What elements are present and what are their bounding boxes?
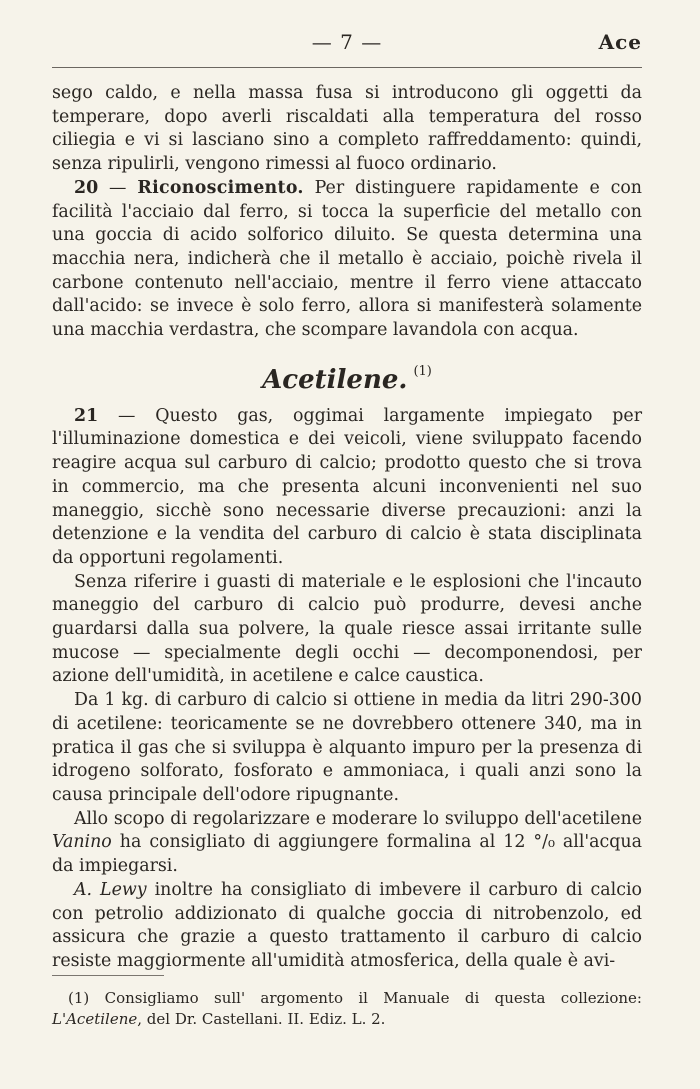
paragraph-dash: — [98,177,138,198]
footnote [52,988,642,1030]
paragraph-da-1-kg: Da 1 kg. di carburo di calcio si ottiene in media da litri 290-300 di acetilene: teoricamente se ne dovrebbero ottenere 340, ma in pratica il gas che si sviluppa è alquanto impuro per la presenza di idrogeno solforato, fosforato e ammoniaca, i quali anzi sono la causa principale dell'odore ripugnante. [52,690,642,805]
author-name-vanino: Vanino [52,832,112,853]
inline-heading-riconoscimento: Riconoscimento. [137,177,304,198]
footnote-text-a: Consigliamo sull' argomento il Manuale di questa collezione: [89,989,642,1007]
page-header [52,30,642,60]
paragraph-vanino-a: Allo scopo di regolarizzare e moderare lo sviluppo dell'acetilene [74,808,642,829]
section-title [52,357,642,395]
paragraph-lewy-text: inoltre ha consigliato di imbevere il carburo di calcio con petrolio addizionato di qualche goccia di nitrobenzolo, ed assicura che grazie a questo trattamento il carburo di calcio resiste maggiormente all'umidità atmosferica, della quale è avi- [52,879,642,971]
footnote-book-title: L'Acetilene [52,1010,138,1028]
paragraph-20-text: Per distinguere rapidamente e con facilità l'acciaio dal ferro, si tocca la superficie del metallo con una goccia di acido solforico diluito. Se questa determina una macchia nera, indicherà che il metallo è acciaio, poichè rivela il carbone contenuto nell'acciaio, mentre il ferro viene attaccato dall'acido: se invece è solo ferro, allora si manifesterà solamente una macchia verdastra, che scompare lavandola con acqua. [52,177,643,341]
paragraph-21-text: Questo gas, oggimai largamente impiegato per l'illuminazione domestica e dei veicoli, viene sviluppato facendo reagire acqua sul carburo di calcio; prodotto questo che si trova in commercio, ma che presenta alcuni inconvenienti nel suo maneggio, sicchè sono necessarie diverse precauzioni: anzi la detenzione e la vendita del carburo di calcio è stata disciplinata da opportuni regolamenti. [52,405,643,568]
paragraph-number-21: 21 [74,405,99,426]
paragraph-20 [52,177,642,343]
author-name-lewy: A. Lewy [74,879,147,900]
paragraph-continuation: sego caldo, e nella massa fusa si introducono gli oggetti da temperare, dopo averli riscaldati alla temperatura del rosso ciliegia e vi si lasciano sino a completo raffreddamento: quindi, senza ripulirli, vengono rimessi al fuoco ordinario. [52,83,642,175]
paragraph-senza: Senza riferire i guasti di materiale e le esplosioni che l'incauto maneggio del carburo di calcio può produrre, devesi anche guardarsi dalla sua polvere, la quale riesce assai irritante sulle mucose — specialmente degli occhi — decomponendosi, per azione dell'umidità, in acetilene e calce caustica. [52,571,642,687]
footnote-text-b: , del Dr. Castellani. II. Ediz. L. 2. [137,1010,386,1028]
paragraph-vanino-b: ha consigliato di aggiungere formalina al 12 °/₀ all'acqua da impiegarsi. [52,832,642,877]
footnote-mark: (1) [68,989,90,1007]
page-body [52,82,642,974]
paragraph-dash: — [98,405,156,426]
page-number: — 7 — [311,30,383,54]
paragraph-number-20: 20 [74,177,99,198]
footnote-rule [52,975,164,976]
section-title-text: Acetilene. [262,364,408,395]
section-footnote-mark: (1) [413,363,432,379]
footnote-text [52,988,642,1030]
paragraph-21 [52,405,642,571]
paragraph-vanino [52,808,642,879]
paragraph-lewy [52,879,642,974]
header-rule [52,67,642,68]
running-head: Ace [598,30,642,54]
